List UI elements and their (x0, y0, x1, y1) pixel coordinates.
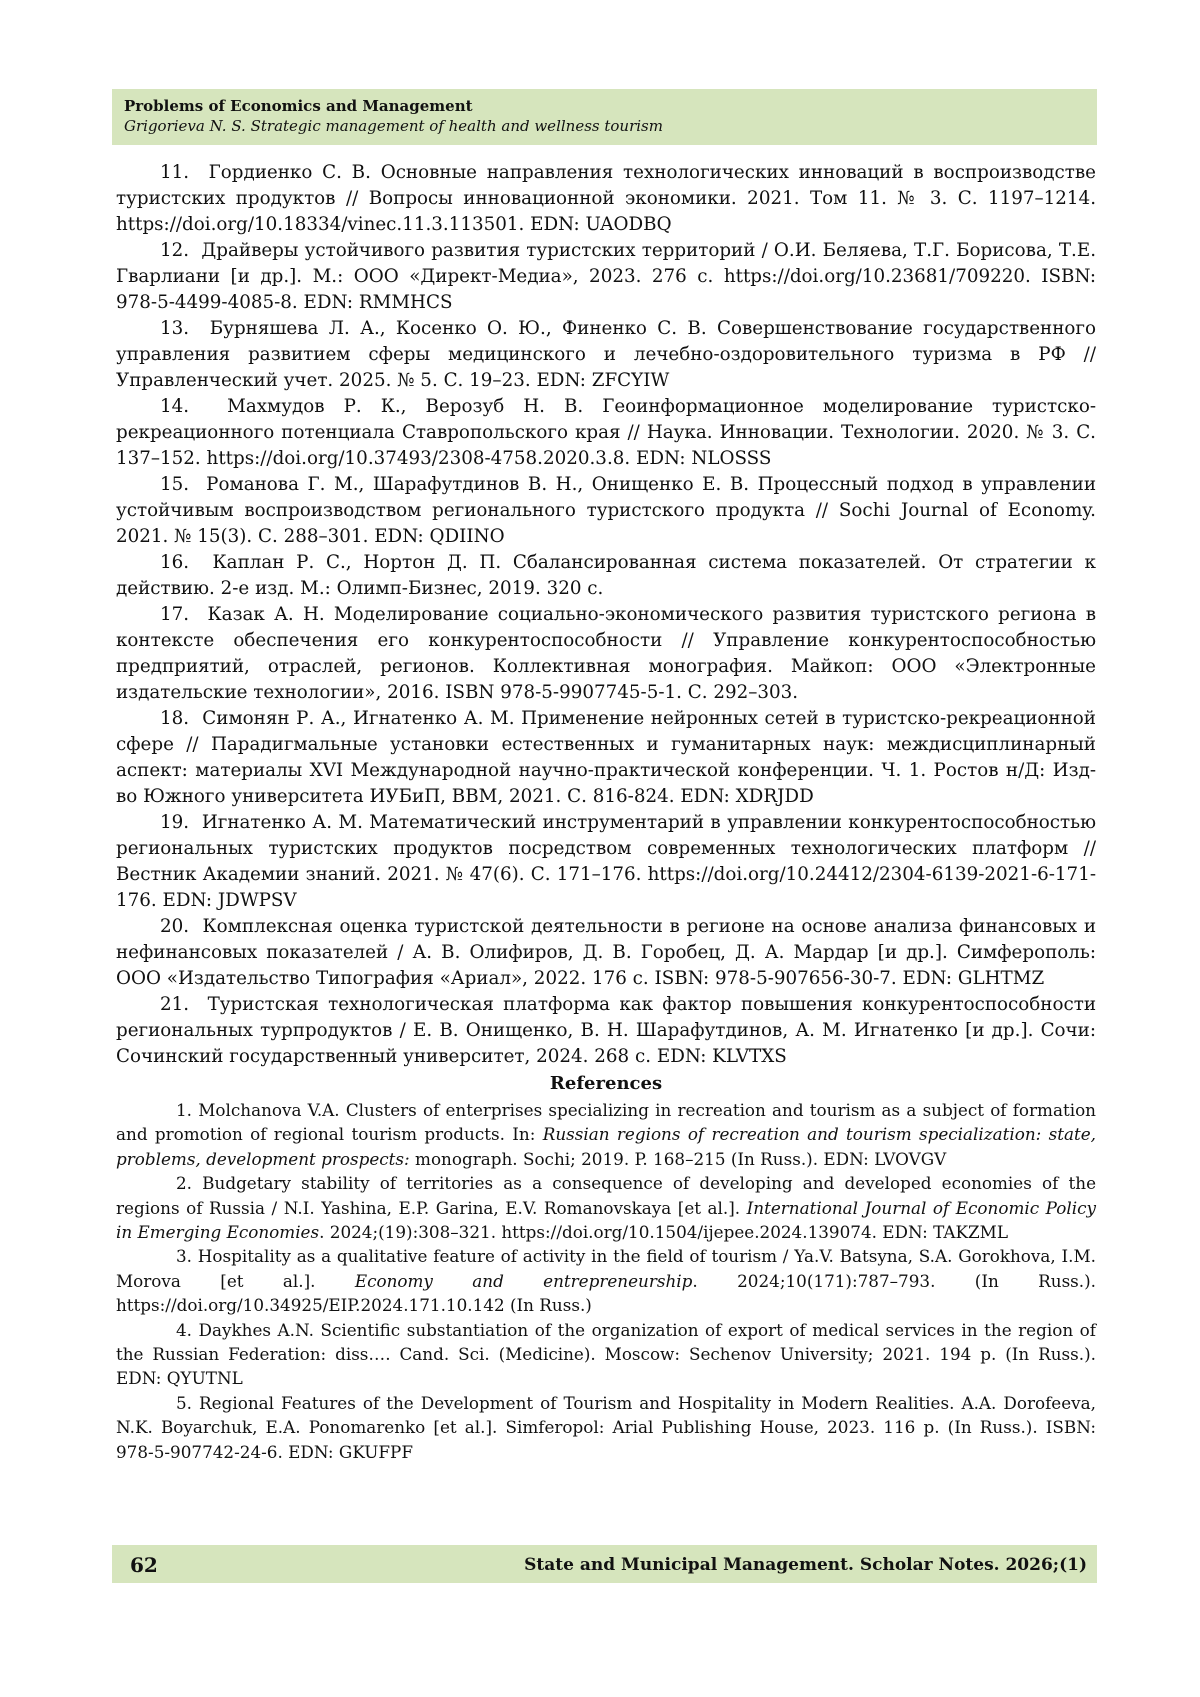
reference-text: Каплан Р. С., Нортон Д. П. Сбалансированная система показателей. От стратегии к действию. 2-е изд. М.: Олимп-Бизнес, 2019. 320 с. (116, 552, 1096, 599)
reference-text-end: . 2024;(19):308–321. https://doi.org/10.1504/ijepee.2024.139074. EDN: TAKZML (319, 1222, 1008, 1243)
article-subtitle: Grigorieva N. S. Strategic management of health and wellness tourism (124, 117, 663, 135)
reference-item (116, 914, 1096, 992)
reference-text: Бурняшева Л. А., Косенко О. Ю., Финенко С. В. Совершенствование государственного управления развитием сферы медицинского и лечебно-оздоровительного туризма в РФ // Управленческий учет. 2025. № 5. С. 19–23. EDN: ZFCYIW (116, 318, 1097, 391)
reference-text-end: . 2024;10(171):787–793. (In Russ.). https://doi.org/10.34925/EIP.2024.171.10.142 (In Russ.) (116, 1270, 1097, 1316)
running-footer (112, 1545, 1097, 1583)
reference-number: 19. (160, 812, 190, 833)
reference-number: 14. (160, 396, 190, 417)
reference-text: Игнатенко А. М. Математический инструментарий в управлении конкурентоспособностью региональных туристских продуктов посредством современных технологических платформ // Вестник Академии знаний. 2021. № 47(6). С. 171–176. https://doi.org/10.24412/2304-6139-2021-6-171-176. EDN: JDWPSV (116, 812, 1096, 911)
reference-number: 15. (160, 474, 190, 495)
reference-text: Романова Г. М., Шарафутдинов В. Н., Онищенко Е. В. Процессный подход в управлении устойчивым воспроизводством регионального туристского продукта // Sochi Journal of Economy. 2021. № 15(3). С. 288–301. EDN: QDIINO (116, 474, 1096, 547)
reference-number: 12. (160, 240, 190, 261)
reference-item (116, 810, 1096, 914)
english-reference-item (116, 1391, 1096, 1464)
reference-item (116, 160, 1096, 238)
reference-item (116, 394, 1096, 472)
reference-source-title: Economy and entrepreneurship (354, 1270, 693, 1291)
reference-text: Туристская технологическая платформа как фактор повышения конкурентоспособности региональных турпродуктов / Е. В. Онищенко, В. Н. Шарафутдинов, А. М. Игнатенко [и др.]. Сочи: Сочинский государственный университет, 2024. 268 с. EDN: KLVTXS (116, 994, 1097, 1067)
reference-item (116, 602, 1096, 706)
reference-item (116, 550, 1096, 602)
reference-item (116, 472, 1096, 550)
reference-item (116, 238, 1096, 316)
reference-source-title: International Journal of Economic Policy in Emerging Economies (116, 1197, 1096, 1243)
reference-text: Махмудов Р. К., Верозуб Н. В. Геоинформационное моделирование туристско-рекреационного потенциала Ставропольского края // Наука. Инновации. Технологии. 2020. № 3. С. 137–152. https://doi.org/10.37493/2308-4758.2020.3.8. EDN: NLOSSS (116, 396, 1097, 469)
journal-title: Problems of Economics and Management (124, 97, 473, 115)
reference-text: 4. Daykhes A.N. Scientific substantiation of the organization of export of medical services in the region of the Russian Federation: diss…. Cand. Sci. (Medicine). Moscow: Sechenov University; 2021. 194 p. (In Russ.). EDN: QYUTNL (116, 1319, 1096, 1389)
references-heading: References (549, 1073, 663, 1094)
reference-number: 16. (160, 552, 190, 573)
english-reference-item (116, 1318, 1096, 1391)
reference-text: Казак А. Н. Моделирование социально-экономического развития туристского региона в контексте обеспечения его конкурентоспособности // Управление конкурентоспособностью предприятий, отраслей, регионов. Коллективная монография. Майкоп: ООО «Электронные издательские технологии», 2016. ISBN 978-5-9907745-5-1. С. 292–303. (116, 604, 1097, 703)
reference-text: Драйверы устойчивого развития туристских территорий / О.И. Беляева, Т.Г. Борисова, Т.Е. Гварлиани [и др.]. М.: ООО «Директ-Медиа», 2023. 276 с. https://doi.org/10.23681/709220. ISBN: 978-5-4499-4085-8. EDN: RMMHCS (116, 240, 1097, 313)
reference-number: 11. (160, 162, 190, 183)
reference-text: 3. Hospitality as a qualitative feature of activity in the field of tourism / Ya.V. Batsyna, S.A. Gorokhova, I.M. Morova [et al.]. (116, 1246, 1096, 1291)
reference-text: 5. Regional Features of the Development of Tourism and Hospitality in Modern Realities. A.A. Dorofeeva, N.K. Boyarchuk, E.A. Ponomarenko [et al.]. Simferopol: Arial Publishing House, 2023. 116 p. (In Russ.). ISBN: 978-5-907742-24-6. EDN: GKUFPF (116, 1392, 1096, 1462)
reference-item (116, 316, 1096, 394)
reference-text: Гордиенко С. В. Основные направления технологических инноваций в воспроизводстве туристских продуктов // Вопросы инновационной экономики. 2021. Том 11. № 3. С. 1197–1214. https://doi.org/10.18334/vinec.11.3.113501. EDN: UAODBQ (116, 162, 1096, 235)
english-reference-item (116, 1098, 1096, 1171)
reference-list (116, 160, 1096, 1464)
running-header (112, 89, 1097, 145)
reference-source-title: Russian regions of recreation and tourism specialization: state, problems, development prospects: (116, 1124, 1096, 1169)
reference-number: 20. (160, 916, 190, 937)
reference-item (116, 706, 1096, 810)
english-reference-item (116, 1244, 1096, 1317)
journal-citation: State and Municipal Management. Scholar Notes. 2026;(1) (524, 1555, 1087, 1575)
reference-item (116, 992, 1096, 1070)
reference-number: 17. (160, 604, 190, 625)
reference-text-end: monograph. Sochi; 2019. P. 168–215 (In Russ.). EDN: LVOVGV (409, 1148, 947, 1169)
reference-number: 21. (160, 994, 190, 1015)
reference-number: 18. (160, 708, 190, 729)
reference-text: 2. Budgetary stability of territories as a consequence of developing and developed economies of the regions of Russia / N.I. Yashina, E.P. Garina, E.V. Romanovskaya [et al.]. (116, 1173, 1096, 1218)
reference-text: 1. Molchanova V.A. Clusters of enterprises specializing in recreation and tourism as a subject of formation and promotion of regional tourism products. In: (116, 1100, 1096, 1145)
reference-number: 13. (160, 318, 190, 339)
reference-text: Комплексная оценка туристской деятельности в регионе на основе анализа финансовых и нефинансовых показателей / А. В. Олифиров, Д. В. Горобец, Д. А. Мардар [и др.]. Симферополь: ООО «Издательство Типография «Ариал», 2022. 176 с. ISBN: 978-5-907656-30-7. EDN: GLHTMZ (116, 916, 1097, 989)
english-reference-item (116, 1171, 1096, 1244)
page-number: 62 (130, 1553, 158, 1577)
reference-text: Симонян Р. А., Игнатенко А. М. Применение нейронных сетей в туристско-рекреационной сфере // Парадигмальные установки естественных и гуманитарных наук: междисциплинарный аспект: материалы XVI Международной научно-практической конференции. Ч. 1. Ростов н/Д: Изд-во Южного университета ИУБиП, ВВМ, 2021. С. 816-824. EDN: XDRJDD (116, 708, 1096, 807)
